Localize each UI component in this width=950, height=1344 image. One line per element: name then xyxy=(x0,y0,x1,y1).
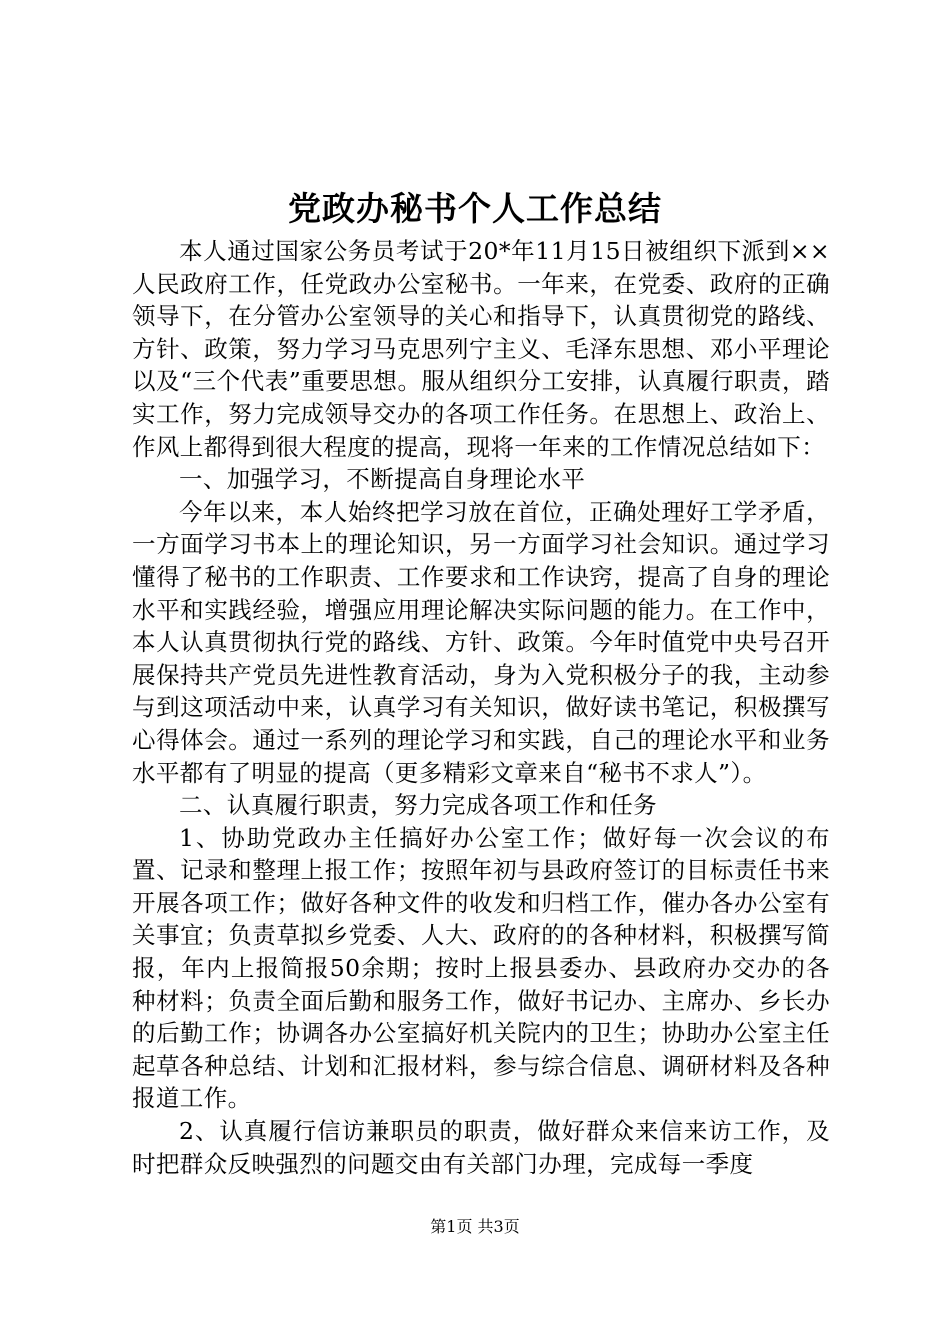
document-body xyxy=(132,235,830,1180)
page-number-footer: 第1页 共3页 xyxy=(430,1217,520,1236)
document-title: 党政办秘书个人工作总结 xyxy=(288,189,662,228)
section-heading-2: 二、认真履行职责，努力完成各项工作和任务 xyxy=(179,791,657,820)
paragraph-duty-2: 2、认真履行信访兼职员的职责，做好群众来信来访工作，及时把群众反映强烈的问题交由有关部门办理，完成每一季度 xyxy=(132,1117,830,1178)
paragraph-duty-1: 1、协助党政办主任搞好办公室工作；做好每一次会议的布置、记录和整理上报工作；按照年初与县政府签订的目标责任书来开展各项工作；做好各种文件的收发和归档工作，催办各办公室有关事宜；负责草拟乡党委、人大、政府的的各种材料，积极撰写简报，年内上报简报50余期；按时上报县委办、县政府办交办的各种材料；负责全面后勤和服务工作，做好书记办、主席办、乡长办的后勤工作；协调各办公室搞好机关院内的卫生；协助办公室主任起草各种总结、计划和汇报材料，参与综合信息、调研材料及各种报道工作。 xyxy=(132,823,830,1113)
paragraph-intro: 本人通过国家公务员考试于20*年11月15日被组织下派到××人民政府工作，任党政办公室秘书。一年来，在党委、政府的正确领导下，在分管办公室领导的关心和指导下，认真贯彻党的路线、方针、政策，努力学习马克思列宁主义、毛泽东思想、邓小平理论以及“三个代表”重要思想。服从组织分工安排，认真履行职责，踏实工作，努力完成领导交办的各项工作任务。在思想上、政治上、作风上都得到很大程度的提高，现将一年来的工作情况总结如下： xyxy=(132,237,830,461)
section-heading-1: 一、加强学习，不断提高自身理论水平 xyxy=(179,465,586,494)
paragraph-study: 今年以来，本人始终把学习放在首位，正确处理好工学矛盾，一方面学习书本上的理论知识，另一方面学习社会知识。通过学习懂得了秘书的工作职责、工作要求和工作诀窍，提高了自身的理论水平和实践经验，增强应用理论解决实际问题的能力。在工作中，本人认真贯彻执行党的路线、方针、政策。今年时值党中央号召开展保持共产党员先进性教育活动，身为入党积极分子的我，主动参与到这项活动中来，认真学习有关知识，做好读书笔记，积极撰写心得体会。通过一系列的理论学习和实践，自己的理论水平和业务水平都有了明显的提高（更多精彩文章来自“秘书不求人”）。 xyxy=(132,497,830,787)
